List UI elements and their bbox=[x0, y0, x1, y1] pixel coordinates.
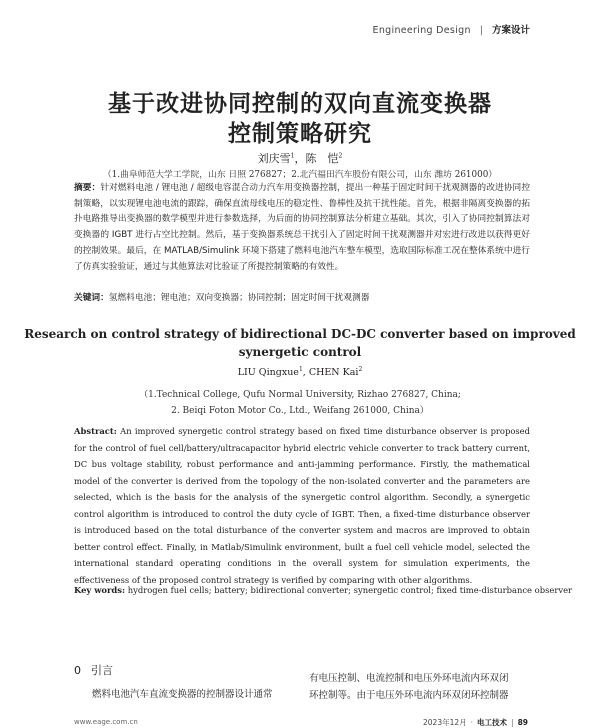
author-1-cn: 刘庆雪 bbox=[257, 152, 291, 165]
section-number: 0 bbox=[74, 664, 81, 677]
footer-right bbox=[423, 717, 528, 728]
keywords-cn-label: 关键词： bbox=[74, 293, 109, 303]
affiliation-en-line1: （1.Technical College, Qufu Normal University, Rizhao 276827, China; bbox=[139, 390, 461, 400]
body-col2-line2: 环控制等。由于电压外环电流内环双闭环控制器 bbox=[309, 690, 509, 701]
author-1-en-sup: 1 bbox=[298, 366, 303, 373]
authors-en-sep: , bbox=[302, 367, 309, 379]
abstract-cn-text: 针对燃料电池 / 锂电池 / 超级电容混合动力汽车用变换器控制，提出一种基于固定时间干扰观测器的改进协同控制策略，以实现锂电池电流的跟踪，确保直流母线电压的稳定性、鲁棒性及抗干扰性能。首先，根据非隔离变换器的拓扑电路推导出变换器的数学模型并进行参数选择，为后面的协同控制算法分析建立基础。其次，引入了协同控制算法对变换器的 IGBT 进行占空比控制。然后，基于变换器系统总干扰引入了固定时间干扰观测器并对宏进行改进以获得更好的控制效果。最后，在 MATLAB/Simulink 环境下搭建了燃料电池汽车整车模型，选取国际标准工况在整体系统中进行了仿真实验验证，通过与其他算法对比验证了所提控制策略的有效性。 bbox=[74, 183, 531, 272]
running-header bbox=[373, 22, 530, 36]
keywords-cn bbox=[74, 291, 530, 303]
authors-cn bbox=[0, 150, 600, 166]
affiliation-cn: （1.曲阜师范大学工学院，山东 日照 276827；2.北汽福田汽车股份有限公司，山东 潍坊 261000） bbox=[102, 170, 498, 180]
authors-cn-sep: ， bbox=[294, 152, 306, 165]
footer-journal-brand: 电工技术 bbox=[477, 718, 508, 727]
header-section-cn: 方案设计 bbox=[491, 25, 530, 36]
footer-date: 2023年12月 bbox=[423, 718, 467, 727]
affiliation-en-line2: 2. Beiqi Foton Motor Co., Ltd., Weifang 261000, China） bbox=[171, 406, 429, 416]
author-2-cn-sup: 2 bbox=[338, 152, 343, 160]
page-number: 89 bbox=[517, 718, 528, 727]
body-col2 bbox=[309, 670, 529, 704]
authors-en bbox=[0, 366, 600, 378]
title-en-line1: Research on control strategy of bidirectional DC-DC converter based on improved bbox=[24, 327, 576, 341]
abstract-en-label: Abstract: bbox=[74, 426, 117, 436]
title-cn-line2: 控制策略研究 bbox=[228, 120, 372, 147]
body-col2-line1: 有电压控制、电流控制和电压外环电流内环双闭 bbox=[309, 673, 509, 684]
abstract-cn bbox=[74, 181, 530, 275]
footer-dot: · bbox=[470, 718, 474, 727]
abstract-en-text: An improved synergetic control strategy based on fixed time disturbance observer is proposed for the control of fuel cell/battery/ultracapacitor hybrid electric vehicle converter to track battery current, DC bus voltage stability, robust performance and anti-jamming performance. Firstly, the mathematical model of the converter is derived from the topology of the non-isolated converter and the parameters are selected, which is the basis for the analysis of the synergetic control algorithm. Secondly, a synergetic control algorithm is introduced to control the duty cycle of IGBT. Then, a fixed-time disturbance observer is introduced based on the total disturbance of the converter system and macros are improved to obtain better control effect. Finally, in Matlab/Simulink environment, built a fuel cell vehicle model, selected the international standard operating conditions in the overall system for simulation experiments, the effectiveness of the proposed control strategy is verified by comparing with other algorithms. bbox=[74, 426, 530, 585]
title-cn-line1: 基于改进协同控制的双向直流变换器 bbox=[108, 90, 492, 117]
header-section-en: Engineering Design bbox=[372, 25, 471, 36]
keywords-cn-text: 氢燃料电池；锂电池；双向变换器；协同控制；固定时间干扰观测器 bbox=[108, 293, 370, 303]
author-2-en: CHEN Kai bbox=[308, 367, 359, 379]
keywords-en-text: hydrogen fuel cells; battery; bidirectional converter; synergetic control; fixed time-disturbance observer bbox=[127, 585, 573, 595]
title-en-line2: synergetic control bbox=[238, 345, 362, 359]
body-col1-line1: 燃料电池汽车直流变换器的控制器设计通常 bbox=[92, 689, 273, 700]
author-2-en-sup: 2 bbox=[358, 366, 363, 373]
keywords-en bbox=[74, 585, 573, 595]
footer-website: www.eage.com.cn bbox=[74, 718, 138, 726]
abstract-en bbox=[74, 423, 530, 588]
section-title: 引言 bbox=[91, 664, 113, 677]
author-1-cn-sup: 1 bbox=[290, 152, 295, 160]
header-separator: | bbox=[479, 25, 483, 36]
author-1-en: LIU Qingxue bbox=[237, 367, 299, 379]
abstract-cn-label: 摘要： bbox=[74, 183, 101, 193]
footer-bar: | bbox=[511, 718, 514, 727]
keywords-en-label: Key words: bbox=[74, 585, 126, 595]
author-2-cn: 陈 恺 bbox=[305, 152, 339, 165]
section-heading bbox=[74, 662, 113, 678]
